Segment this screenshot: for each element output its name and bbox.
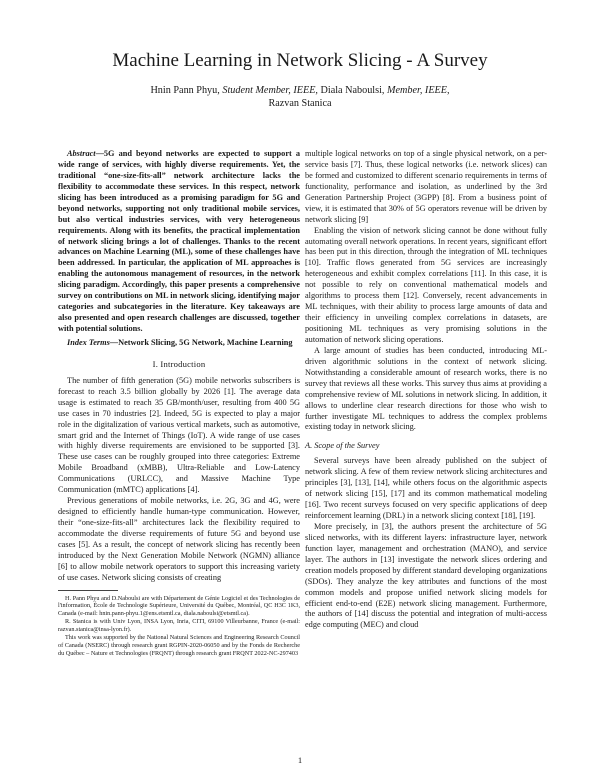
abstract-text: —5G and beyond networks are expected to support a wide range of services, with highly diverse requirements. Yet, the traditional “one-size-fits-all” network architecture lacks the flexibility to accommodate these services. In this respect, network slicing has been introduced as a promising paradigm for 5G and beyond networks, supporting not only traditional mobile services, but also vertical industries services, with very heterogeneous requirements. Along with its benefits, the practical implementation of network slicing brings a lot of challenges. Thanks to the recent advances on Machine Learning (ML), some of these challenges have been addressed. In particular, the application of ML approaches is enabling the autonomous management of resources, in the network slicing paradigm. Accordingly, this paper presents a comprehensive survey on contributions on ML in network slicing, identifying major categories and subcategories in the literature. Key takeaways are also presented and open research challenges are discussed, together with potential solutions. [58, 149, 300, 333]
intro-paragraph-5: A large amount of studies has been conducted, introducing ML-driven algorithmic solutions in the context of network slicing. Notwithstanding a considerable amount of research works, there is no survey that reviews all these works. This survey thus aims at providing a comprehensive review of ML solutions in network slicing. In addition, it allows to underline clear research directions for those who wish to further investigate ML techniques to address the complex problems existing today in network slicing. [305, 345, 547, 432]
footnote-affiliation-1: H. Pann Phyu and D.Naboulsi are with Département de Génie Logiciel et des Technologies de l'information, École de Technologie Supérieure, Université du Québec, Montréal, QC H3C 1K3, Canada (e-mail: hnin.pann-phyu.1@ens.etsmtl.ca, diala.naboulsi@etsmtl.ca). [58, 594, 300, 618]
authors-line-1 [120, 84, 480, 97]
index-terms-text: —Network Slicing, 5G Network, Machine Learning [109, 337, 293, 347]
author-list [120, 84, 480, 110]
left-column [58, 149, 300, 657]
index-terms-label: Index Terms [67, 337, 110, 347]
subsection-heading-scope: A. Scope of the Survey [305, 441, 380, 451]
footnote-divider [58, 590, 118, 591]
intro-paragraph-4: Enabling the vision of network slicing cannot be done without fully automating overall network operations. In recent years, significant effort has been put in this direction, through the integration of ML techniques [10]. Traffic flows generated from 5G services are increasingly heterogeneous and exhibit complex correlations [11]. In this case, it is not possible to rely on conventional mathematical models and algorithms to process them [12]. Conversely, recent advancements in ML techniques, with their ability to process large amounts of data and their efficiency in unveiling complex correlations in datasets, are positioning ML techniques as very promising solutions in the automation of network slicing operations. [305, 225, 547, 344]
scope-paragraph-2: More precisely, in [3], the authors present the architecture of 5G sliced networks, with its different layers: infrastructure layer, network function layer, management and orchestration (MANO), and service layer. The authors in [13] investigate the network slices ordering and creation models proposed by different standard developing organizations (SDOs). They analyze the key attributes and functions of the most common models and propose unified network slicing models for efficient end-to-end (E2E) network slicing management. Furthermore, the authors of [14] discuss the potential and integration of multi-access edge computing (MEC) and cloud [305, 521, 547, 630]
intro-paragraph-3: multiple logical networks on top of a single physical network, on a per-service basis [7]. Thus, these logical networks (i.e. network slices) can be formed and customized to different scenario requirements in terms of functionality, performance and isolation, as underlined by the 3rd Generation Partnership Project (3GPP) [8]. From a business point of view, it is estimated that 30% of 5G operators revenue will be driven by network slicing [9] [305, 149, 547, 224]
author-role-2: Member, IEEE, [387, 85, 450, 96]
author-name-2: Diala Naboulsi, [317, 85, 388, 96]
scope-paragraph-1: Several surveys have been already published on the subject of network slicing. A few of them review network slicing architectures and principles [3], [13], [14], while others focus on the algorithmic aspects of network slicing [15], [17] and its common mathematical modeling [16]. Two recent surveys focused on very specific applications of deep reinforcement learning (DRL) in a network slicing context [18], [19]. [305, 456, 547, 520]
page-number: 1 [297, 755, 303, 765]
footnote-funding: This work was supported by the National Natural Sciences and Engineering Research Council of Canada (NSERC) through research grant RGPIN-2020-06050 and by the Fonds de Recherche du Québec – Nature et Technologies (FRQNT) through research grant FRQNT 2022-NC-297403 [58, 633, 300, 657]
intro-paragraph-2: Previous generations of mobile networks, i.e. 2G, 3G and 4G, were designed to efficiently handle human-type communication. However, their “one-size-fits-all” architectures lack the flexibility required to accommodate the diverse requirements of future 5G and beyond use cases [5]. As a result, the concept of network slicing has recently been introduced by the Next Generation Mobile Network (NGMN) alliance [6] to allow mobile network operators to support this increasing variety of use cases. Network slicing consists of creating [58, 496, 300, 582]
abstract-label: Abstract [67, 149, 96, 158]
index-terms [58, 338, 300, 349]
section-heading-introduction: I. Introduction [152, 358, 206, 369]
right-column [305, 149, 547, 631]
abstract [58, 149, 300, 335]
author-name-1: Hnin Pann Phyu, [150, 85, 223, 96]
intro-paragraph-1: The number of fifth generation (5G) mobile networks subscribers is forecast to reach 3.5 billion globally by 2026 [1]. The average data usage is estimated to reach 35 GB/month/user, resulting from 400 5G use cases in 70 industries [2]. Indeed, 5G is expected to play a major role in the digitalization of various vertical markets, such as automotive, smart grid and the Internet of Things (IoT). A wide range of use cases with highly diverse requirements are envisioned to be supported [3]. These use cases can be roughly grouped into three categories: Extreme Mobile Broadband (xMBB), Ultra-Reliable and Low-Latency Communications (URLCC), and Massive Machine Type Communication (mMTC) applications [4]. [58, 375, 300, 495]
footnote-affiliation-2: R. Stanica is with Univ Lyon, INSA Lyon, Inria, CITI, 69100 Villeurbanne, France (e-mail: razvan.stanica@insa-lyon.fr). [58, 618, 300, 633]
authors-line-2: Razvan Stanica [268, 98, 332, 110]
author-role-1: Student Member, IEEE, [222, 85, 318, 96]
paper-title: Machine Learning in Network Slicing - A Survey [112, 50, 488, 71]
